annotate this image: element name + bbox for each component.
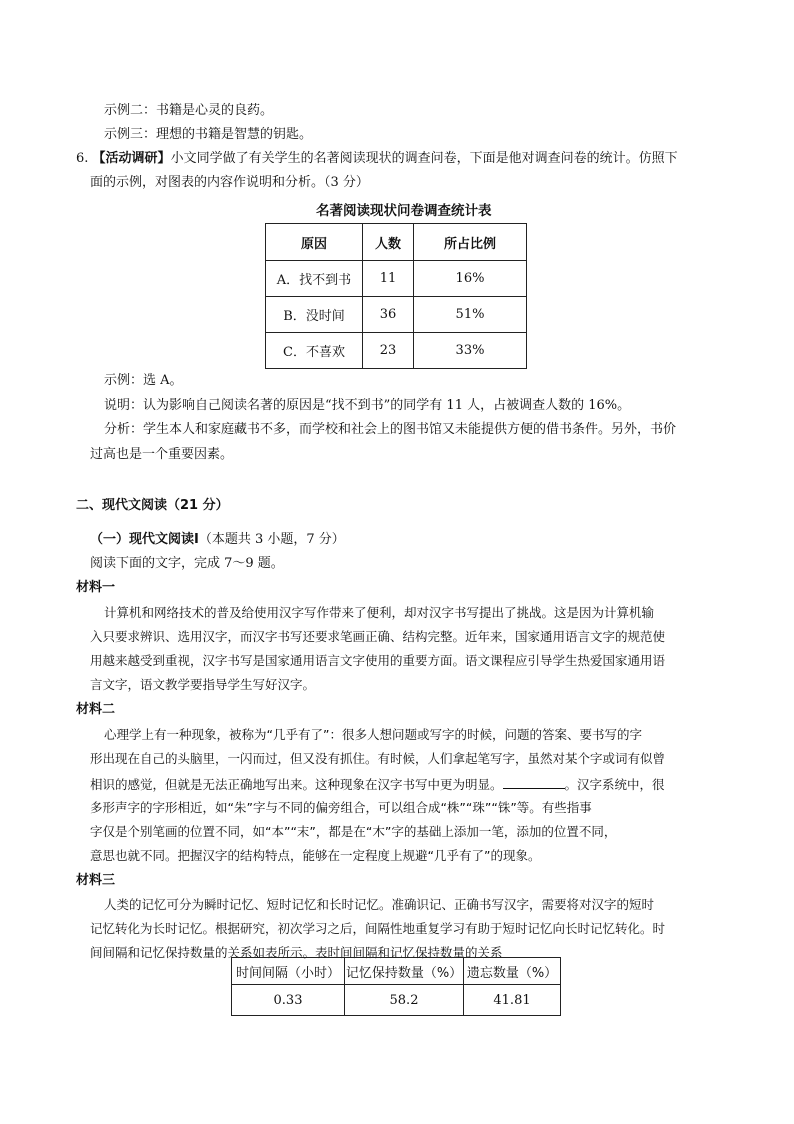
fill-in-blank[interactable] — [503, 775, 565, 789]
material-3-label: 材料三 — [76, 873, 116, 888]
table-cell: 33% — [414, 333, 527, 369]
table-cell: 11 — [363, 261, 414, 297]
table-header-row — [266, 224, 527, 261]
q6-analysis-line-2: 过高也是一个重要因素。 — [90, 447, 234, 462]
example-three: 示例三：理想的书籍是智慧的钥匙。 — [104, 127, 313, 142]
material-1-label: 材料一 — [76, 580, 116, 595]
material-1-line: 计算机和网络技术的普及给使用汉字写作带来了便利，却对汉字书写提出了挑战。这是因为计算机输 — [104, 605, 655, 620]
table-row — [266, 333, 527, 369]
subsection-info: （本题共 3 小题，7 分） — [198, 532, 345, 547]
table-cell: 16% — [414, 261, 527, 297]
table-cell: 41.81 — [464, 985, 561, 1016]
survey-table — [265, 223, 527, 369]
table-cell: 23 — [363, 333, 414, 369]
table-row — [266, 297, 527, 333]
question-6-line-1 — [76, 150, 678, 168]
reading-instruction: 阅读下面的文字，完成 7～9 题。 — [90, 556, 284, 571]
table-cell: 36 — [363, 297, 414, 333]
material-1-line: 言文字，语文教学要指导学生写好汉字。 — [90, 677, 316, 692]
table-cell: 58.2 — [345, 985, 464, 1016]
question-tag: 【活动调研】 — [92, 151, 171, 166]
table-row — [266, 261, 527, 297]
survey-table-title: 名著阅读现状问卷调查统计表 — [316, 203, 492, 219]
section-heading: 二、现代文阅读（21 分） — [76, 498, 229, 513]
material-2-line: 意思也就不同。把握汉字的结构特点，能够在一定程度上规避“几乎有了”的现象。 — [90, 848, 541, 863]
subsection-heading — [90, 531, 345, 549]
q6-explanation: 说明：认为影响自己阅读名著的原因是“找不到书”的同学有 11 人，占被调查人数的 16%。 — [104, 398, 631, 413]
material-3-line: 记忆转化为长时记忆。根据研究，初次学习之后，间隔性地重复学习有助于短时记忆向长时记忆转化。时 — [90, 921, 666, 936]
example-two: 示例二：书籍是心灵的良药。 — [104, 103, 274, 118]
question-6-line-2: 面的示例，对图表的内容作说明和分析。（3 分） — [90, 175, 369, 190]
material-2-line — [90, 775, 665, 794]
material-2-line: 形出现在自己的头脑里，一闪而过，但又没有抓住。有时候，人们拿起笔写字，虽然对某个字或词有似曾 — [90, 751, 666, 766]
table-cell: 0.33 — [232, 985, 345, 1016]
material-1-line: 入只要求辨识、选用汉字，而汉字书写还要求笔画正确、结构完整。近年来，国家通用语言文字的规范使 — [90, 629, 666, 644]
table-cell: A．找不到书 — [266, 261, 363, 297]
header-cell: 所占比例 — [414, 224, 527, 261]
header-cell: 人数 — [363, 224, 414, 261]
table-cell: B．没时间 — [266, 297, 363, 333]
material-2-line: 多形声字的字形相近，如“朱”字与不同的偏旁组合，可以组合成“株”“珠”“铢”等。有些指事 — [90, 800, 592, 815]
question-number: 6. — [76, 151, 89, 166]
table-cell: 51% — [414, 297, 527, 333]
material-2-label: 材料二 — [76, 702, 116, 717]
header-cell: 遗忘数量（%） — [464, 958, 561, 985]
material-2-line: 字仅是个别笔画的位置不同，如“本”“末”，都是在“木”字的基础上添加一笔，添加的位置不同， — [90, 824, 617, 839]
table-row — [232, 985, 561, 1016]
table-header-row — [232, 958, 561, 985]
memory-table — [231, 957, 561, 1016]
material-2-text: 相识的感觉，但就是无法正确地写出来。这种现象在汉字书写中更为明显。 — [90, 777, 503, 792]
table-cell: C．不喜欢 — [266, 333, 363, 369]
q6-example: 示例：选 A。 — [104, 373, 183, 388]
header-cell: 时间间隔（小时） — [232, 958, 345, 985]
q6-analysis-line-1: 分析：学生本人和家庭藏书不多，而学校和社会上的图书馆又未能提供方便的借书条件。另外，书价 — [104, 422, 677, 437]
subsection-title: （一）现代文阅读Ⅰ — [90, 532, 199, 547]
material-3-line: 人类的记忆可分为瞬时记忆、短时记忆和长时记忆。准确识记、正确书写汉字，需要将对汉字的短时 — [104, 897, 655, 912]
material-1-line: 用越来越受到重视，汉字书写是国家通用语言文字使用的重要方面。语文课程应引导学生热爱国家通用语 — [90, 653, 666, 668]
question-text-1: 小文同学做了有关学生的名著阅读现状的调查问卷，下面是他对调查问卷的统计。仿照下 — [170, 151, 678, 166]
material-2-text: 。汉字系统中，很 — [564, 777, 665, 792]
header-cell: 记忆保持数量（%） — [345, 958, 464, 985]
header-cell: 原因 — [266, 224, 363, 261]
material-2-line: 心理学上有一种现象，被称为“几乎有了”：很多人想问题或写字的时候，问题的答案、要书写的字 — [104, 727, 642, 742]
material-3-line: 间间隔和记忆保持数量的关系如表所示。表时间间隔和记忆保持数量的关系 — [90, 945, 503, 960]
